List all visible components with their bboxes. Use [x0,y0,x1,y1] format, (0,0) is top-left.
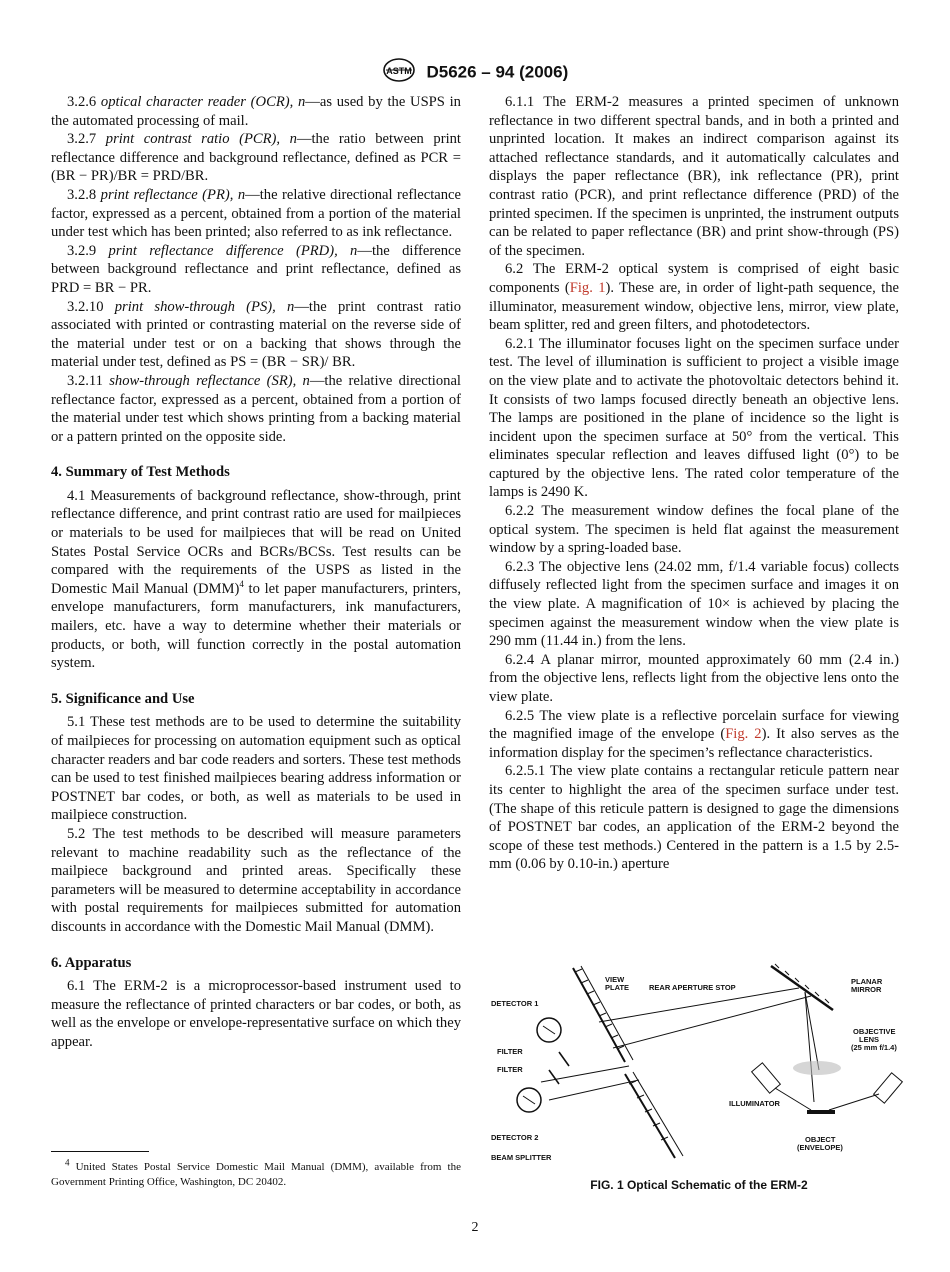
definition-3-2-7: 3.2.7 print contrast ratio (PCR), n—the ratio between print reflectance difference and background reflectance, defined as PCR = (BR − PR)/BR = PRD/BR. [51,131,461,185]
definition-3-2-9: 3.2.9 print reflectance difference (PRD), n—the difference between background reflectance and print reflectance, defined as PRD = BR − PR. [51,242,461,296]
footnote-divider [51,1151,149,1152]
figure-1-caption: FIG. 1 Optical Schematic of the ERM-2 [590,1178,808,1192]
paragraph-6-2-1: 6.2.1 The illuminator focuses light on the specimen surface under test. The level of illumination is sufficient to project a visible image on the view plate and to activate the photovoltaic detectors behind it. It consists of two lamps focused directly beneath an objective lens. The lamps are positioned in the plane of incidence so the light is incident upon the specimen surface at 50° from the vertical. This eliminates specular reflection and leaves diffused light (0°) to be captured by the objective lens. The rated color temperature of the lamps is 2490 K. [489,335,899,501]
label-objective-lens: OBJECTIVE [853,1027,896,1036]
object-envelope-shape [807,1110,835,1114]
paragraph-5-2: 5.2 The test methods to be described will measure parameters relevant to machine readability such as the reflectance of the mailpiece background and printed areas. Specifically these parameters will be measured to determine acceptability in accordance with postal requirements for mailpieces submitted for automation discounts in accordance with the Domestic Mail Manual (DMM). [51,825,461,935]
paragraph-6-1: 6.1 The ERM-2 is a microprocessor-based instrument used to measure the reflectance of printed characters or bar codes, or both, as well as the envelope or envelope-representative surface on which they appear. [51,978,461,1050]
paragraph-6-2-2: 6.2.2 The measurement window defines the focal plane of the optical system. The specimen is held flat against the measurement window by a spring-loaded base. [489,503,899,557]
label-object: OBJECT [805,1135,836,1144]
document-designation: D5626 – 94 (2006) [426,62,569,82]
paragraph-6-2: 6.2 The ERM-2 optical system is comprised of eight basic components (Fig. 1). These are, in order of light-path sequence, the illuminator, measurement window, objective lens, mirror, view plate, beam splitter, red and green filters, and photodetectors. [489,261,899,334]
astm-logo-text: ASTM [385,66,412,76]
svg-text:LENS: LENS [859,1035,880,1044]
astm-logo-icon [382,58,416,87]
paragraph-4-1: 4.1 Measurements of background reflectance, show-through, print reflectance difference, and print contrast ratio are used for mailpieces or materials to be used for mailpieces that will be read on United States Postal Service OCRs and BCRs/BCSs. Test results can be compared with the requirements of the USPS as listed in the Domestic Mail Manual (DMM)$^4$ to let paper manufacturers, printers, envelope manufacturers, form manufacturers, ink manufacturers, mailers, etc. have a way to determine whether their materials or products, or both, will function correctly in the postal automation system. [51,487,461,672]
section-heading-6: 6. Apparatus [51,954,132,971]
label-detector-1: DETECTOR 1 [491,999,539,1008]
paragraph-6-2-5: 6.2.5 The view plate is a reflective porcelain surface for viewing the magnified image of the envelope (Fig. 2). It also serves as the information display for the specimen’s reflectance characteristics. [489,707,899,761]
objective-lens-shape [793,1061,841,1075]
section-heading-5: 5. Significance and Use [51,690,195,707]
definition-3-2-6: 3.2.6 optical character reader (OCR), n—as used by the USPS in the automated processing of mail. [51,94,461,129]
paragraph-5-1: 5.1 These test methods are to be used to determine the suitability of mailpieces for processing on automation equipment such as optical character readers and bar code readers and sorters. These test methods can be used to test finished mailpieces bearing address information or POSTNET bar codes, or both, as well as materials to be used in mailpiece construction. [51,714,461,824]
svg-text:(25 mm f/1.4): (25 mm f/1.4) [851,1043,897,1052]
footnote-ref-4[interactable]: 4 [239,578,244,589]
label-filter-2: FILTER [497,1065,523,1074]
optical-schematic [489,962,909,1162]
section-heading-4: 4. Summary of Test Methods [51,464,230,481]
figure-1 [489,962,909,1162]
definition-3-2-8: 3.2.8 print reflectance (PR), n—the relative directional reflectance factor, expressed as a percent, obtained from a portion of the material under test which has been printed; also referred to as ink reflectance. [51,186,462,241]
label-beam-splitter: BEAM SPLITTER [491,1153,552,1162]
label-illuminator: ILLUMINATOR [729,1099,780,1108]
left-column [51,93,461,1052]
paragraph-6-2-3: 6.2.3 The objective lens (24.02 mm, f/1.4 variable focus) collects diffusely reflected light from the specimen surface and images it on the view plate. A magnification of 10× is achieved by placing the specimen against the measurement window when the view plate is 290 mm (11.44 in.) from the lens. [489,558,899,650]
page-header [0,58,950,87]
svg-text:PLATE: PLATE [605,983,630,992]
right-column [489,93,899,874]
label-planar-mirror: PLANAR [851,977,883,986]
detector-2-shape [517,1088,541,1112]
page-number: 2 [471,1220,479,1235]
svg-text:(ENVELOPE): (ENVELOPE) [797,1143,843,1152]
detector-1-shape [537,1018,561,1042]
beam-splitter-shape [625,1072,683,1158]
paragraph-6-2-4: 6.2.4 A planar mirror, mounted approximately 60 mm (2.4 in.) from the objective lens, reflects light from the objective lens onto the view plate. [489,651,899,705]
definition-3-2-10: 3.2.10 print show-through (PS), n—the print contrast ratio associated with printed or contrasting material on the reverse side of the material under test or on a backing that shows through the material under test, defined as PS = (BR − SR)/ BR. [51,298,461,371]
label-rear-aperture-stop: REAR APERTURE STOP [649,983,736,992]
label-detector-2: DETECTOR 2 [491,1133,539,1142]
label-view-plate: VIEW [605,975,625,984]
fig-2-link[interactable]: Fig. 2 [725,726,762,743]
svg-text:MIRROR: MIRROR [851,985,882,994]
planar-mirror-shape [771,964,833,1010]
fig-1-link[interactable]: Fig. 1 [569,279,606,296]
label-filter-1: FILTER [497,1047,523,1056]
footnote-4: $^4$ United States Postal Service Domestic Mail Manual (DMM), available from the Government Printing Office, Washington, DC 20402. [51,1157,461,1188]
paragraph-6-1-1: 6.1.1 The ERM-2 measures a printed specimen of unknown reflectance in two different spectral bands, and in both a printed and unprinted location. It makes an indirect comparison against its attached reflectance standards, and it automatically calculates and displays the paper reflectance (BR), ink reflectance (PR), print contrast ratio (PCR), and print reflectance difference (PRD) of the printed specimen. If the specimen is unprinted, the instrument outputs can be related to paper reflectance (BR) and print show-through (PS) of the specimen. [489,94,899,259]
paragraph-6-2-5-1: 6.2.5.1 The view plate contains a rectangular reticule pattern near its center to highlight the area of the specimen surface under test. (The shape of this reticule pattern is designed to gage the dimensions of POSTNET bar codes, an application of the ERM-2 beyond the scope of these test methods.) Centered in the pattern is a 1.5 by 2.5-mm (0.06 by 0.10-in.) aperture [489,763,899,873]
definition-3-2-11: 3.2.11 show-through reflectance (SR), n—the relative directional reflectance factor, expressed as a percent, obtained from a portion of the material under test which shows printing from a backing material or a pattern printed on the opposite side. [51,372,461,445]
